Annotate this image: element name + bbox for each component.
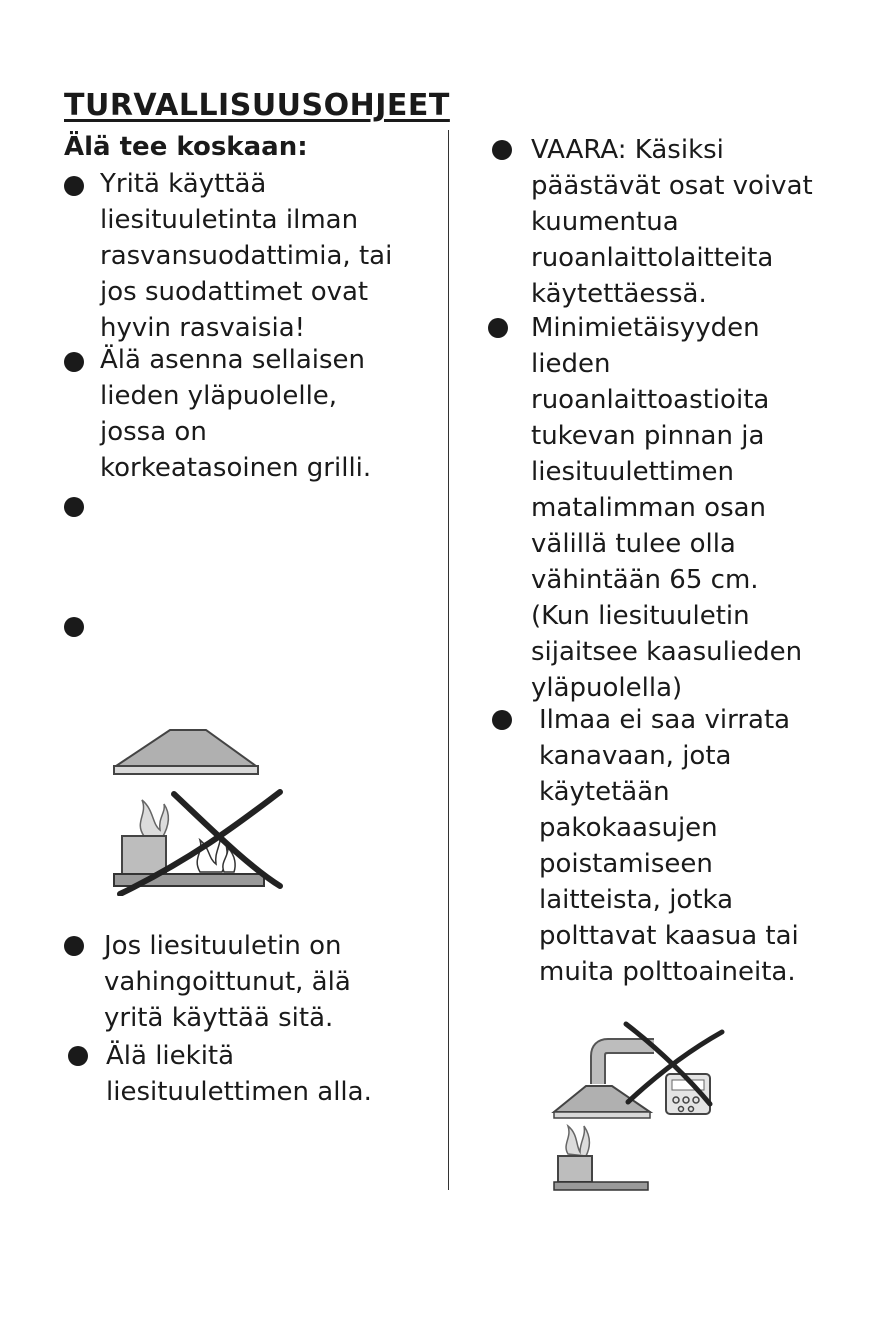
hood-duct-to-boiler-crossed-icon xyxy=(550,1020,730,1196)
list-item: Älä liekitä liesituulettimen alla. xyxy=(106,1041,372,1107)
bullet-icon xyxy=(492,710,512,730)
list-item: Älä asenna sellaisen lieden yläpuolelle, jossa on korkeatasoinen grilli. xyxy=(100,345,372,483)
hood-over-flames-crossed-icon xyxy=(108,726,288,896)
bullet-icon xyxy=(64,936,84,956)
list-item: Ilmaa ei saa virrata kanavaan, jota käytetään pakokaasujen poistamiseen laitteista, jotka polttavat kaasua tai muita polttoaineita. xyxy=(539,705,799,987)
list-item: Jos liesituuletin on vahingoittunut, älä yritä käyttää sitä. xyxy=(104,931,351,1033)
list-item: VAARA: Käsiksi päästävät osat voivat kuumentua ruoanlaittolaitteita käytettäessä. xyxy=(531,135,813,309)
page-title: TURVALLISUUSOHJEET xyxy=(64,88,450,123)
bullet-icon xyxy=(64,176,84,196)
bullet-icon xyxy=(64,497,84,517)
column-divider xyxy=(448,130,449,1190)
bullet-icon xyxy=(64,617,84,637)
section-subtitle: Älä tee koskaan: xyxy=(64,132,308,162)
list-item: Minimietäisyyden lieden ruoanlaittoastioita tukevan pinnan ja liesituulettimen matalimman osan välillä tulee olla vähintään 65 cm. (Kun liesituuletin sijaitsee kaasulieden yläpuolella) xyxy=(531,313,803,703)
bullet-icon xyxy=(488,318,508,338)
bullet-icon xyxy=(64,352,84,372)
list-item: Yritä käyttää liesituuletinta ilman rasvansuodattimia, tai jos suodattimet ovat hyvin rasvaisia! xyxy=(100,169,393,343)
bullet-icon xyxy=(492,140,512,160)
bullet-icon xyxy=(68,1046,88,1066)
